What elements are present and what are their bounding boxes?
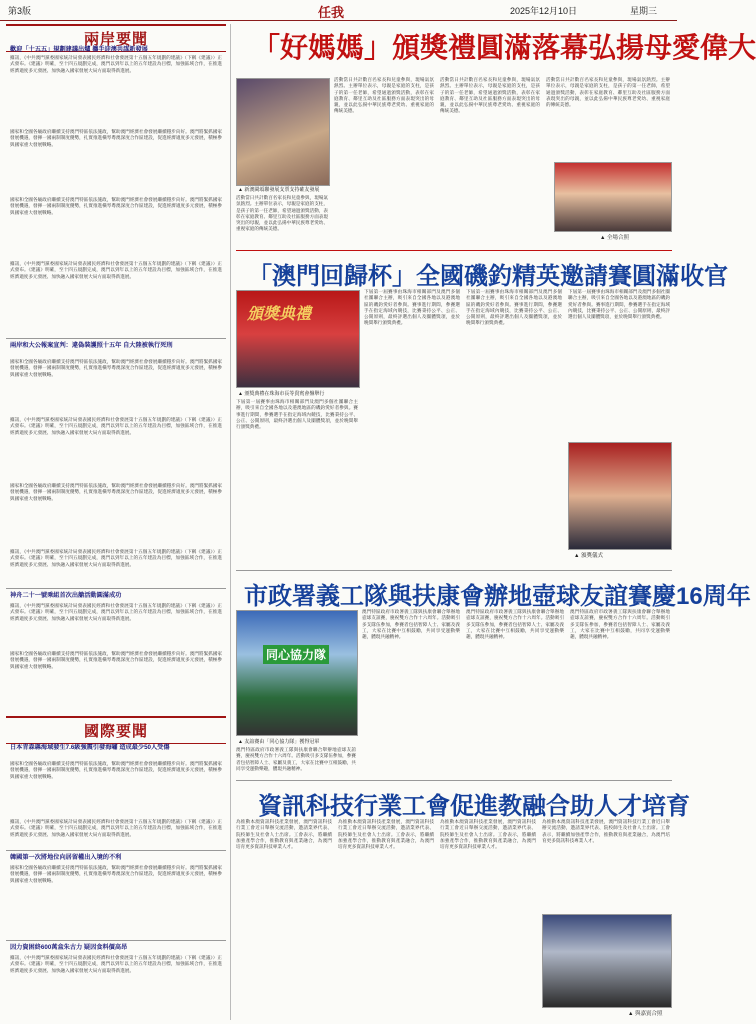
story4-text-c: 為推動本澳資訊科技產業發展，澳門資訊科技行業工會近日舉辦交流活動，邀請業界代表、院校師生及社會人士出席。工會表示，將繼續加強產學合作，推動教育與產業融合，為澳門培育更多資訊科技專業人才。	[440, 820, 536, 851]
story-good-mother	[236, 22, 756, 246]
divider	[236, 570, 672, 571]
weekday: 星期三	[630, 6, 658, 16]
headline-fifteenth-plan: 歡迎「十五五」規劃建議出爐 攜手迎澳共謀新發展	[10, 46, 148, 53]
divider	[236, 250, 672, 251]
left-column	[6, 22, 226, 1022]
divider	[6, 850, 226, 851]
story3-text-a: 澳門特區政府市政署義工隊與扶康會聯合舉辦地壺球友誼賽，慶祝雙方合作十六周年。活動吸引多支隊伍參加，參賽者包括智障人士、家屬及義工，大家在比賽中互相鼓勵，共同享受運動樂趣，體現共融精神。	[236, 748, 356, 772]
article-shenzhou: 據訊，《中共澳門黨委國家統計局發表國民經濟和社會發展第十五個五年規劃的建議》（下稱《建議》）正式發布。《建議》明確，至十四五規劃完成，澳門以到年以上的五年建設為目標，加強區域合作，在推進經濟適度多元發展、加快融入國家發展大局方面取得新進展。	[10, 604, 222, 622]
article-sentence-end: 據訊，《中共澳門黨委國家統計局發表國民經濟和社會發展第十五個五年規劃的建議》（下稱《建議》）正式發布。《建議》明確，至十四五規劃完成，澳門以到年以上的五年建設為目標，加強區域合作，在推進經濟適度多元發展、加快融入國家發展大局方面取得新進展。	[10, 550, 222, 568]
story-it-union	[236, 784, 690, 1020]
story4-text-b: 為推動本澳資訊科技產業發展，澳門資訊科技行業工會近日舉辦交流活動，邀請業界代表、院校師生及社會人士出席。工會表示，將繼續加強產學合作，推動教育與產業融合，為澳門培育更多資訊科技專業人才。	[338, 820, 434, 851]
story2-text-a: 下屆第一屆賽事由珠海市相關部門及澳門多個社團聯合主辦，吸引來自全國各地以及港澳地區的磯釣愛好者參與。賽事進行期間，參賽選手在指定海域內競技，比賽秉持公平、公正、公開原則，最終評選出個人及團體獎項，並於晚間舉行頒獎典禮。	[236, 400, 358, 431]
divider	[236, 780, 672, 781]
caption-presentation: ▲ 頒獎儀式	[574, 553, 603, 559]
story-title-it-union: 資訊科技行業工會促進教融合助人才培育	[258, 793, 690, 820]
article-japan-quake: 國家和全國各級政府繼續支持澳門特區依法施政，幫助澳門經濟社會發展繼續穩步向好。澳門將緊抓國家發展機遇，發揮一國兩制制度優勢，扎實推進橫琴粵澳深度合作區建設，促進經濟適度多元發展，積極參與國家重大發展戰略。	[10, 762, 222, 780]
photo-award-ceremony	[236, 290, 360, 388]
photo-curling-champions	[236, 610, 358, 736]
article-fifteenth-plan-cont: 國家和全國各級政府繼續支持澳門特區依法施政，幫助澳門經濟社會發展繼續穩步向好。澳門將緊抓國家發展機遇，發揮一國兩制制度優勢，扎實推進橫琴粵澳深度合作區建設，促進經濟適度多元發展，積極參與國家重大發展戰略。	[10, 130, 222, 148]
article-korea: 國家和全國各級政府繼續支持澳門特區依法施政，幫助澳門經濟社會發展繼續穩步向好。澳門將緊抓國家發展機遇，發揮一國兩制制度優勢，扎實推進橫琴粵澳深度合作區建設，促進經濟適度多元發展，積極參與國家重大發展戰略。	[10, 866, 222, 884]
article-fifteenth-plan: 據訊，《中共澳門黨委國家統計局發表國民經濟和社會發展第十五個五年規劃的建議》（下稱《建議》）正式發布。《建議》明確，至十四五規劃完成，澳門以到年以上的五年建設為目標，加強區域合作，在推進經濟適度多元發展、加快融入國家發展大局方面取得新進展。	[10, 56, 222, 74]
photo-it-union-group	[542, 914, 672, 1008]
article-sentence-more: 國家和全國各級政府繼續支持澳門特區依法施政，幫助澳門經濟社會發展繼續穩步向好。澳門將緊抓國家發展機遇，發揮一國兩制制度優勢，扎實推進橫琴粵澳深度合作區建設，促進經濟適度多元發展，積極參與國家重大發展戰略。	[10, 484, 222, 502]
story1-text-c: 活動當日共計數百名家長和兒童參與，現場氣氛熱烈。主辦單位表示，母親是家庭的支柱，是孩子的第一任老師，希望通過頒獎活動，表彰在家庭教育、鄰里互助及社區服務方面表現突出的母親，並以此弘揚中華民族尊老愛幼、重視家庭的傳統美德。	[440, 78, 540, 115]
page-number: 第3版	[8, 6, 32, 16]
caption-group: ▲ 全場合照	[600, 235, 629, 241]
article-sentence-cont: 據訊，《中共澳門黨委國家統計局發表國民經濟和社會發展第十五個五年規劃的建議》（下稱《建議》）正式發布。《建議》明確，至十四五規劃完成，澳門以到年以上的五年建設為目標，加強區域合作，在推進經濟適度多元發展、加快融入國家發展大局方面取得新進展。	[10, 418, 222, 436]
article-fifteenth-plan-end: 據訊，《中共澳門黨委國家統計局發表國民經濟和社會發展第十五個五年規劃的建議》（下稱《建議》）正式發布。《建議》明確，至十四五規劃完成，澳門以到年以上的五年建設為目標，加強區域合作，在推進經濟適度多元發展、加快融入國家發展大局方面取得新進展。	[10, 262, 222, 280]
story1-text-b: 活動當日共計數百名家長和兒童參與，現場氣氛熱烈。主辦單位表示，母親是家庭的支柱，是孩子的第一任老師，希望通過頒獎活動，表彰在家庭教育、鄰里互助及社區服務方面表現突出的母親，並以此弘揚中華民族尊老愛幼、重視家庭的傳統美德。	[334, 78, 434, 115]
divider	[6, 338, 226, 339]
photo-group-good-mother	[554, 162, 672, 232]
story1-text-d: 活動當日共計數百名家長和兒童參與，現場氣氛熱烈。主辦單位表示，母親是家庭的支柱，是孩子的第一任老師，希望通過頒獎活動，表彰在家庭教育、鄰里互助及社區服務方面表現突出的母親，並以此弘揚中華民族尊老愛幼、重視家庭的傳統美德。	[546, 78, 670, 109]
story4-text-a: 為推動本澳資訊科技產業發展，澳門資訊科技行業工會近日舉辦交流活動，邀請業界代表、院校師生及社會人士出席。工會表示，將繼續加強產學合作，推動教育與產業融合，為澳門培育更多資訊科技專業人才。	[236, 820, 332, 851]
story4-text-d: 為推動本澳資訊科技產業發展，澳門資訊科技行業工會近日舉辦交流活動，邀請業界代表、院校師生及社會人士出席。工會表示，將繼續加強產學合作，推動教育與產業融合，為澳門培育更多資訊科技專業人才。	[542, 820, 670, 844]
masthead: 任我	[318, 6, 345, 21]
article-fifteenth-plan-more: 國家和全國各級政府繼續支持澳門特區依法施政，幫助澳門經濟社會發展繼續穩步向好。澳門將緊抓國家發展機遇，發揮一國兩制制度優勢，扎實推進橫琴粵澳深度合作區建設，促進經濟適度多元發展，積極參與國家重大發展戰略。	[10, 198, 222, 216]
article-sentence: 國家和全國各級政府繼續支持澳門特區依法施政，幫助澳門經濟社會發展繼續穩步向好。澳門將緊抓國家發展機遇，發揮一國兩制制度優勢，扎實推進橫琴粵澳深度合作區建設，促進經濟適度多元發展，積極參與國家重大發展戰略。	[10, 360, 222, 378]
story1-text-a: 活動當日共計數百名家長和兒童參與，現場氣氛熱烈。主辦單位表示，母親是家庭的支柱，是孩子的第一任老師，希望通過頒獎活動，表彰在家庭教育、鄰里互助及社區服務方面表現突出的母親，並以此弘揚中華民族尊老愛幼、重視家庭的傳統美德。	[236, 196, 328, 233]
article-japan-quake-cont: 據訊，《中共澳門黨委國家統計局發表國民經濟和社會發展第十五個五年規劃的建議》（下稱《建議》）正式發布。《建議》明確，至十四五規劃完成，澳門以到年以上的五年建設為目標，加強區域合作，在推進經濟適度多元發展、加快融入國家發展大局方面取得新進展。	[10, 820, 222, 838]
article-shenzhou-cont: 國家和全國各級政府繼續支持澳門特區依法施政，幫助澳門經濟社會發展繼續穩步向好。澳門將緊抓國家發展機遇，發揮一國兩制制度優勢，扎實推進橫琴粵澳深度合作區建設，促進經濟適度多元發展，積極參與國家重大發展戰略。	[10, 652, 222, 670]
banner-champions: 同心協力隊	[263, 645, 329, 664]
story-angling	[236, 254, 728, 566]
headline-korea: 韓國第一次將地位向居留權出入境的不利	[10, 854, 122, 861]
issue-date: 2025年12月10日	[510, 6, 578, 16]
headline-japan-quake: 日本青森縣海域發生7.6級強震引發海嘯 造成最少50人受傷	[10, 744, 170, 751]
photo-cheque-presentation	[236, 78, 330, 186]
article-chocolate: 據訊，《中共澳門黨委國家統計局發表國民經濟和社會發展第十五個五年規劃的建議》（下稱《建議》）正式發布。《建議》明確，至十四五規劃完成，澳門以到年以上的五年建設為目標，加強區域合作，在推進經濟適度多元發展、加快融入國家發展大局方面取得新進展。	[10, 956, 222, 974]
headline-chocolate: 因力資困終600萬盒朱古力 疑因食料價高昂	[10, 944, 128, 951]
headline-sentence: 兩岸和大公報案宣判：違偽裝護照十五年 自大陸被執行死刑	[10, 342, 173, 349]
story2-text-d: 下屆第一屆賽事由珠海市相關部門及澳門多個社團聯合主辦，吸引來自全國各地以及港澳地區的磯釣愛好者參與。賽事進行期間，參賽選手在指定海域內競技，比賽秉持公平、公正、公開原則，最終評選出個人及團體獎項，並於晚間舉行頒獎典禮。	[568, 290, 670, 321]
caption-cheque: ▲ 新澳閩頌聯發展支票支持確友發展	[238, 187, 320, 193]
photo-award-presentation	[568, 442, 672, 550]
story2-text-c: 下屆第一屆賽事由珠海市相關部門及澳門多個社團聯合主辦，吸引來自全國各地以及港澳地區的磯釣愛好者參與。賽事進行期間，參賽選手在指定海域內競技，比賽秉持公平、公正、公開原則，最終評選出個人及團體獎項，並於晚間舉行頒獎典禮。	[466, 290, 562, 327]
page-header	[0, 0, 677, 21]
caption-champions: ▲ 友誼賽由「同心協力隊」獲得冠軍	[238, 739, 320, 745]
story-floor-curling	[236, 574, 751, 776]
caption-ceremony: ▲ 頒獎典禮在珠海市長等貴賓會盤舉行	[238, 391, 325, 397]
section-title-international: 國際要聞	[6, 716, 226, 744]
section-title-cross-strait: 兩岸要聞	[6, 24, 226, 52]
headline-shenzhou: 神舟二十一號乘組首次出艙活動圓滿成功	[10, 592, 122, 599]
story-title-good-mother: 「好媽媽」頒獎禮圓滿落幕弘揚母愛偉大	[252, 32, 756, 63]
caption-it-union: ▲ 與嘉賓合照	[628, 1011, 663, 1017]
column-divider	[230, 24, 231, 1020]
story2-text-b: 下屆第一屆賽事由珠海市相關部門及澳門多個社團聯合主辦，吸引來自全國各地以及港澳地區的磯釣愛好者參與。賽事進行期間，參賽選手在指定海域內競技，比賽秉持公平、公正、公開原則，最終評選出個人及團體獎項，並於晚間舉行頒獎典禮。	[364, 290, 460, 327]
story3-text-c: 澳門特區政府市政署義工隊與扶康會聯合舉辦地壺球友誼賽，慶祝雙方合作十六周年。活動吸引多支隊伍參加，參賽者包括智障人士、家屬及義工，大家在比賽中互相鼓勵，共同享受運動樂趣，體現共融精神。	[466, 610, 564, 641]
divider	[6, 588, 226, 589]
divider	[6, 940, 226, 941]
story-title-floor-curling: 市政署義工隊與扶康會辦地壺球友誼賽慶16周年	[244, 583, 751, 610]
story3-text-d: 澳門特區政府市政署義工隊與扶康會聯合舉辦地壺球友誼賽，慶祝雙方合作十六周年。活動吸引多支隊伍參加，參賽者包括智障人士、家屬及義工，大家在比賽中互相鼓勵，共同享受運動樂趣，體現共融精神。	[570, 610, 670, 641]
story-title-angling: 「澳門回歸杯」全國磯釣精英邀請賽圓滿收官	[248, 263, 728, 290]
banner-ceremony: 頒獎典禮	[247, 306, 312, 323]
story3-text-b: 澳門特區政府市政署義工隊與扶康會聯合舉辦地壺球友誼賽，慶祝雙方合作十六周年。活動吸引多支隊伍參加，參賽者包括智障人士、家屬及義工，大家在比賽中互相鼓勵，共同享受運動樂趣，體現共融精神。	[362, 610, 460, 641]
